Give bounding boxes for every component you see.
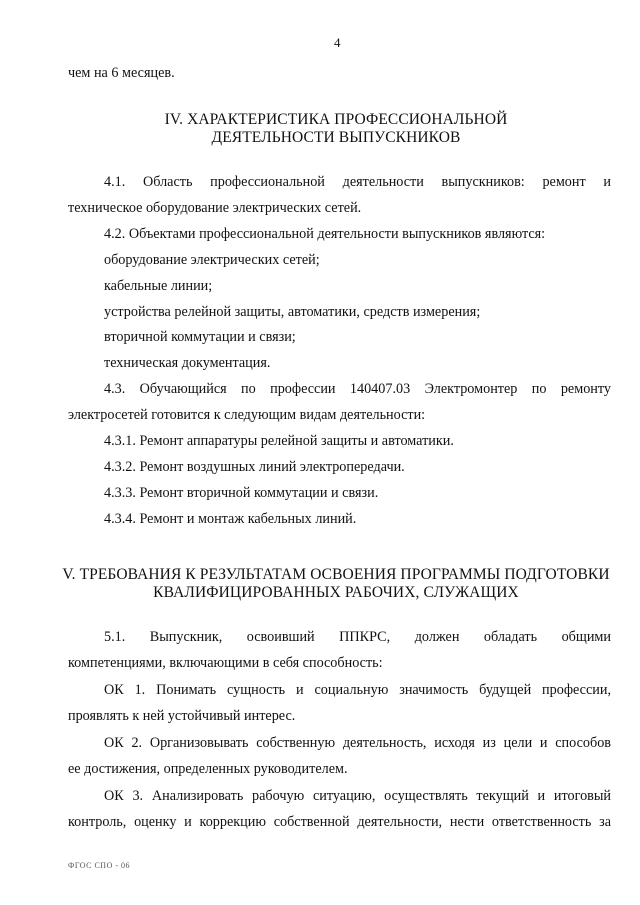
paragraph-4-1-line1: 4.1. Область профессиональной деятельности выпускников: ремонт и	[104, 174, 611, 190]
object-item-3: устройства релейной защиты, автоматики, средств измерения;	[104, 304, 481, 320]
paragraph-5-1-line2: компетенциями, включающими в себя способность:	[68, 655, 383, 671]
section-v-heading-line2: КВАЛИФИЦИРОВАННЫХ РАБОЧИХ, СЛУЖАЩИХ	[153, 584, 519, 601]
section-iv-heading-line2: ДЕЯТЕЛЬНОСТИ ВЫПУСКНИКОВ	[211, 129, 461, 146]
paragraph-4-3-line2: электросетей готовится к следующим видам деятельности:	[68, 407, 426, 423]
competency-ok3-line2: контроль, оценку и коррекцию собственной деятельности, нести ответственность за	[68, 814, 611, 830]
section-iv-heading-line1: IV. ХАРАКТЕРИСТИКА ПРОФЕССИОНАЛЬНОЙ	[164, 111, 508, 128]
object-item-2: кабельные линии;	[104, 278, 213, 294]
object-item-4: вторичной коммутации и связи;	[104, 329, 296, 345]
continuation-line: чем на 6 месяцев.	[68, 65, 175, 81]
paragraph-5-1-line1: 5.1. Выпускник, освоивший ППКРС, должен обладать общими	[104, 629, 611, 645]
activity-4-3-2: 4.3.2. Ремонт воздушных линий электропередачи.	[104, 459, 405, 475]
activity-4-3-1: 4.3.1. Ремонт аппаратуры релейной защиты и автоматики.	[104, 433, 454, 449]
activity-4-3-4: 4.3.4. Ремонт и монтаж кабельных линий.	[104, 511, 357, 527]
competency-ok2-line2: ее достижения, определенных руководителем.	[68, 761, 348, 777]
page-number: 4	[334, 35, 341, 50]
competency-ok1-line1: ОК 1. Понимать сущность и социальную значимость будущей профессии,	[104, 682, 611, 698]
paragraph-4-3-line1: 4.3. Обучающийся по профессии 140407.03 Электромонтер по ремонту	[104, 381, 611, 397]
competency-ok1-line2: проявлять к ней устойчивый интерес.	[68, 708, 296, 724]
object-item-5: техническая документация.	[104, 355, 271, 371]
competency-ok2-line1: ОК 2. Организовывать собственную деятельность, исходя из цели и способов	[104, 735, 611, 751]
section-v-heading-line1: V. ТРЕБОВАНИЯ К РЕЗУЛЬТАТАМ ОСВОЕНИЯ ПРОГРАММЫ ПОДГОТОВКИ	[62, 566, 610, 583]
object-item-1: оборудование электрических сетей;	[104, 252, 320, 268]
footer-code: ФГОС СПО - 06	[68, 861, 131, 870]
competency-ok3-line1: ОК 3. Анализировать рабочую ситуацию, осуществлять текущий и итоговый	[104, 788, 611, 804]
paragraph-4-1-line2: техническое оборудование электрических сетей.	[68, 200, 362, 216]
paragraph-4-2: 4.2. Объектами профессиональной деятельности выпускников являются:	[104, 226, 546, 242]
activity-4-3-3: 4.3.3. Ремонт вторичной коммутации и связи.	[104, 485, 379, 501]
